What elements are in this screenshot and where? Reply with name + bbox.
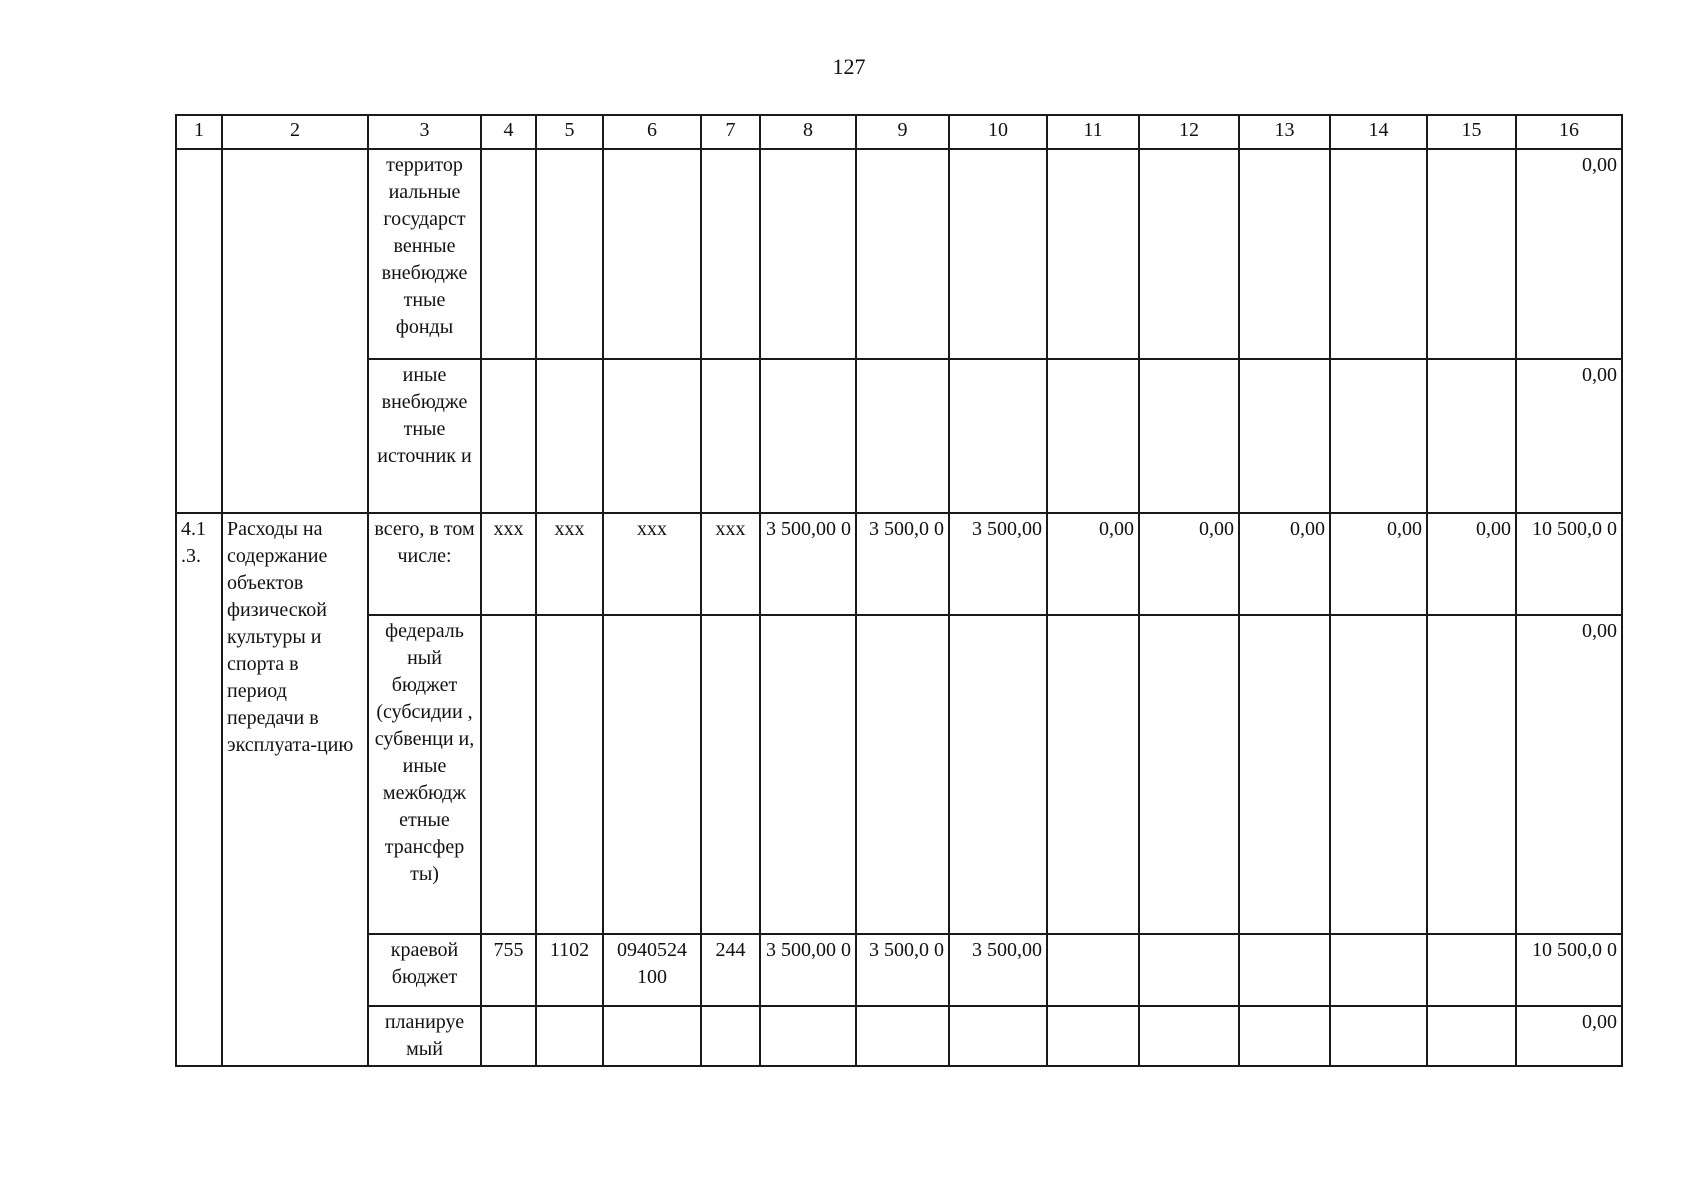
cell-c7: xxx <box>701 513 760 615</box>
cell-c15 <box>1427 1006 1516 1066</box>
table-row <box>176 359 1622 513</box>
cell-c4 <box>481 149 536 359</box>
cell-c6 <box>603 1006 701 1066</box>
cell-c16: 10 500,0 0 <box>1516 934 1622 1006</box>
cell-c8: 3 500,00 0 <box>760 513 856 615</box>
cell-item-name: Расходы на содержание объектов физической культуры и спорта в период передачи в эксплуата-цию <box>222 513 368 1066</box>
cell-c6: xxx <box>603 513 701 615</box>
cell-c10: 3 500,00 <box>949 513 1047 615</box>
cell-c16: 0,00 <box>1516 615 1622 934</box>
cell-c12: 0,00 <box>1139 513 1239 615</box>
cell-c4 <box>481 1006 536 1066</box>
cell-c6 <box>603 149 701 359</box>
table-row <box>176 1006 1622 1066</box>
cell-c8 <box>760 1006 856 1066</box>
header-row <box>176 115 1622 149</box>
cell-item-number: 4.1 .3. <box>176 513 222 1066</box>
cell-c10 <box>949 615 1047 934</box>
cell-source: планируе мый <box>368 1006 481 1066</box>
col-header-6: 6 <box>603 115 701 149</box>
cell-c11: 0,00 <box>1047 513 1139 615</box>
cell-c9 <box>856 149 949 359</box>
table-row <box>176 615 1622 934</box>
page-number: 127 <box>832 54 866 79</box>
col-header-4: 4 <box>481 115 536 149</box>
cell-c15 <box>1427 149 1516 359</box>
cell-c16: 10 500,0 0 <box>1516 513 1622 615</box>
cell-c10 <box>949 359 1047 513</box>
cell-c13 <box>1239 1006 1330 1066</box>
budget-table <box>175 114 1623 1067</box>
cell-c4 <box>481 615 536 934</box>
cell-c4: 755 <box>481 934 536 1006</box>
cell-c9 <box>856 1006 949 1066</box>
col-header-3: 3 <box>368 115 481 149</box>
cell-source: территор иальные государст венные внебюдже тные фонды <box>368 149 481 359</box>
cell-c14 <box>1330 1006 1427 1066</box>
col-header-8: 8 <box>760 115 856 149</box>
table-row <box>176 149 1622 359</box>
cell-source: федераль ный бюджет (субсидии , субвенци и, иные межбюдж етные трансфер ты) <box>368 615 481 934</box>
cell-c4: xxx <box>481 513 536 615</box>
col-header-1: 1 <box>176 115 222 149</box>
cell-c7 <box>701 615 760 934</box>
cell-c7 <box>701 359 760 513</box>
cell-c9: 3 500,0 0 <box>856 513 949 615</box>
cell-c8 <box>760 615 856 934</box>
cell-name-empty <box>222 149 368 513</box>
cell-c6 <box>603 615 701 934</box>
cell-c14: 0,00 <box>1330 513 1427 615</box>
cell-c10: 3 500,00 <box>949 934 1047 1006</box>
cell-c7 <box>701 149 760 359</box>
cell-c10 <box>949 1006 1047 1066</box>
cell-source: краевой бюджет <box>368 934 481 1006</box>
col-header-16: 16 <box>1516 115 1622 149</box>
cell-c9 <box>856 359 949 513</box>
cell-c11 <box>1047 1006 1139 1066</box>
cell-c5: xxx <box>536 513 603 615</box>
cell-c9 <box>856 615 949 934</box>
cell-c5 <box>536 359 603 513</box>
col-header-5: 5 <box>536 115 603 149</box>
cell-c11 <box>1047 934 1139 1006</box>
cell-c4 <box>481 359 536 513</box>
cell-c8 <box>760 149 856 359</box>
cell-c6: 0940524 100 <box>603 934 701 1006</box>
cell-c6 <box>603 359 701 513</box>
cell-c15 <box>1427 359 1516 513</box>
cell-c5 <box>536 615 603 934</box>
cell-c7 <box>701 1006 760 1066</box>
cell-c5 <box>536 1006 603 1066</box>
cell-c15 <box>1427 934 1516 1006</box>
cell-c14 <box>1330 149 1427 359</box>
cell-c16: 0,00 <box>1516 1006 1622 1066</box>
cell-c12 <box>1139 359 1239 513</box>
col-header-2: 2 <box>222 115 368 149</box>
cell-c11 <box>1047 615 1139 934</box>
cell-c8: 3 500,00 0 <box>760 934 856 1006</box>
cell-c10 <box>949 149 1047 359</box>
cell-c11 <box>1047 149 1139 359</box>
cell-c12 <box>1139 615 1239 934</box>
cell-c5 <box>536 149 603 359</box>
cell-c12 <box>1139 149 1239 359</box>
cell-source: всего, в том числе: <box>368 513 481 615</box>
cell-c9: 3 500,0 0 <box>856 934 949 1006</box>
col-header-14: 14 <box>1330 115 1427 149</box>
cell-c16: 0,00 <box>1516 359 1622 513</box>
col-header-11: 11 <box>1047 115 1139 149</box>
col-header-7: 7 <box>701 115 760 149</box>
cell-c13: 0,00 <box>1239 513 1330 615</box>
cell-num-empty <box>176 149 222 513</box>
cell-source: иные внебюдже тные источник и <box>368 359 481 513</box>
cell-c13 <box>1239 934 1330 1006</box>
table-row <box>176 513 1622 615</box>
col-header-10: 10 <box>949 115 1047 149</box>
cell-c13 <box>1239 359 1330 513</box>
cell-c14 <box>1330 359 1427 513</box>
cell-c11 <box>1047 359 1139 513</box>
col-header-12: 12 <box>1139 115 1239 149</box>
cell-c15 <box>1427 615 1516 934</box>
cell-c12 <box>1139 934 1239 1006</box>
cell-c8 <box>760 359 856 513</box>
cell-c14 <box>1330 934 1427 1006</box>
cell-c7: 244 <box>701 934 760 1006</box>
cell-c15: 0,00 <box>1427 513 1516 615</box>
col-header-13: 13 <box>1239 115 1330 149</box>
cell-c5: 1102 <box>536 934 603 1006</box>
cell-c12 <box>1139 1006 1239 1066</box>
cell-c14 <box>1330 615 1427 934</box>
table-row <box>176 934 1622 1006</box>
col-header-15: 15 <box>1427 115 1516 149</box>
cell-c13 <box>1239 149 1330 359</box>
col-header-9: 9 <box>856 115 949 149</box>
cell-c16: 0,00 <box>1516 149 1622 359</box>
cell-c13 <box>1239 615 1330 934</box>
